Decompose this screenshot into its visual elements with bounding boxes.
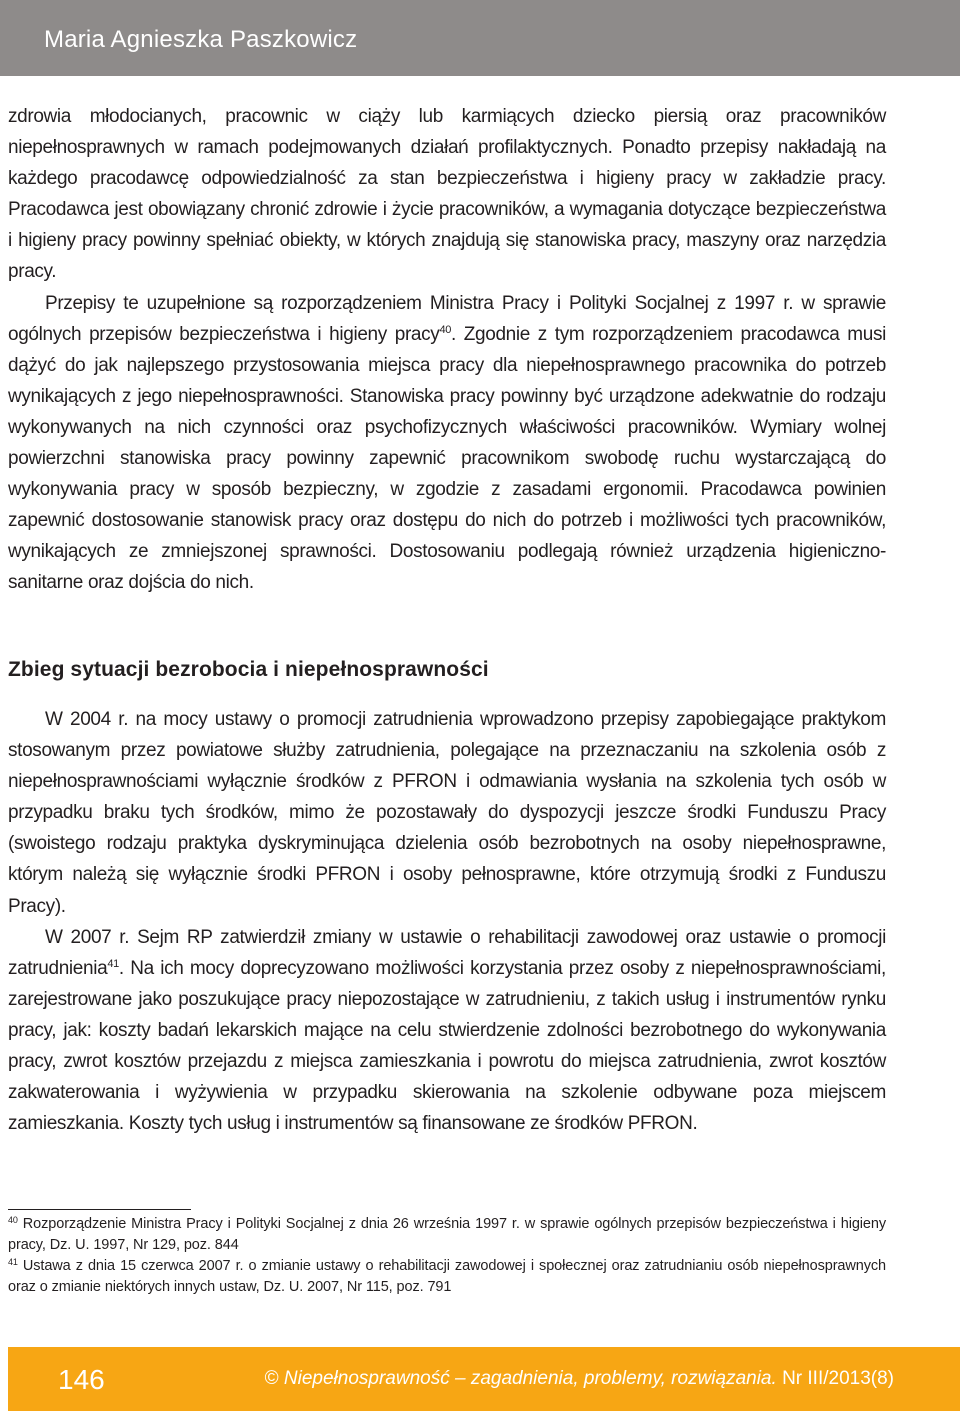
paragraph bbox=[8, 704, 886, 922]
section-1-text bbox=[8, 101, 886, 599]
section-2-text bbox=[8, 704, 886, 1139]
footnote-number: 41 bbox=[8, 1257, 18, 1267]
running-header-author: Maria Agnieszka Paszkowicz bbox=[44, 26, 358, 53]
paragraph bbox=[8, 288, 886, 599]
paragraph bbox=[8, 922, 886, 1140]
footnote-divider bbox=[8, 1209, 191, 1210]
paragraph bbox=[8, 101, 886, 288]
footnotes bbox=[8, 1214, 886, 1298]
paragraph-text: W 2004 r. na mocy ustawy o promocji zatrudnienia wprowadzono przepisy zapobiegające praktykom stosowanym przez powiatowe służby zatrudnienia, polegające na przeznaczaniu na szkolenia osób z niepełnosprawnościami wyłącznie środków z PFRON i odmawiania wysłania na szkolenia tych osób w przypadku braku tych środków, mimo że pozostawały do dyspozycji jeszcze środki Funduszu Pracy (swoistego rodzaju praktyka dyskryminująca dzielenia osób bezrobotnych na osoby niepełnosprawne, którym należą się wyłącznie środki PFRON i osoby pełnosprawne, które otrzymują środki z Funduszu Pracy). bbox=[8, 709, 886, 917]
page-footer bbox=[8, 1347, 960, 1411]
paragraph-text: Przepisy te uzupełnione są rozporządzeniem Ministra Pracy i Polityki Socjalnej z 1997 r. w sprawie ogólnych przepisów bezpieczeństwa i higieny pracy bbox=[8, 292, 886, 345]
footnote-41 bbox=[8, 1256, 886, 1298]
section-heading: Zbieg sytuacji bezrobocia i niepełnosprawności bbox=[8, 658, 489, 681]
footnote-number: 40 bbox=[8, 1215, 18, 1225]
footnote-ref-41[interactable]: 41 bbox=[107, 957, 119, 970]
paragraph-text: W 2007 r. Sejm RP zatwierdził zmiany w ustawie o rehabilitacji zawodowej oraz ustawie o promocji zatrudnienia bbox=[8, 926, 886, 979]
page-header bbox=[0, 0, 960, 76]
footnote-text: Rozporządzenie Ministra Pracy i Polityki Socjalnej z dnia 26 września 1997 r. w sprawie ogólnych przepisów bezpieczeństwa i higieny pracy, Dz. U. 1997, Nr 129, poz. 844 bbox=[8, 1216, 886, 1253]
paragraph-text: zdrowia młodocianych, pracownic w ciąży lub karmiących dziecko piersią oraz pracowników niepełnosprawnych w ramach podejmowanych działań profilaktycznych. Ponadto przepisy nakładają na każdego pracodawcę odpowiedzialność za stan bezpieczeństwa i higieny pracy w zakładzie pracy. Pracodawca jest obowiązany chronić zdrowie i życie pracowników, a wymagania dotyczące bezpieczeństwa i higieny pracy powinny spełniać obiekty, w których znajdują się stanowiska pracy, maszyny oraz narzędzia pracy. bbox=[8, 106, 886, 283]
copyright-icon: © bbox=[264, 1368, 279, 1389]
footnote-text: Ustawa z dnia 15 czerwca 2007 r. o zmianie ustawy o rehabilitacji zawodowej i społecznej oraz zatrudnianiu osób niepełnosprawnych oraz o zmianie niektórych innych ustaw, Dz. U. 2007, Nr 115, poz. 791 bbox=[8, 1258, 886, 1295]
journal-issue: Nr III/2013(8) bbox=[782, 1368, 894, 1389]
journal-citation bbox=[265, 1368, 894, 1390]
page-number: 146 bbox=[58, 1364, 105, 1395]
footnote-ref-40[interactable]: 40 bbox=[439, 323, 451, 336]
paragraph-text: . Na ich mocy doprecyzowano możliwości korzystania przez osoby z niepełnosprawnościami, zarejestrowane jako poszukujące pracy niepozostające w zatrudnieniu, z takich usług i instrumentów rynku pracy, jak: koszty badań lekarskich mające na celu stwierdzenie zdolności bezrobotnego do wykonywania pracy, zwrot kosztów przejazdu z miejsca zamieszkania i powrotu do miejsca zatrudnienia, zwrot kosztów zakwaterowania i wyżywienia w przypadku skierowania na szkolenie odbywane poza miejscem zamieszkania. Koszty tych usług i instrumentów są finansowane ze środków PFRON. bbox=[8, 957, 886, 1135]
journal-title: Niepełnosprawność – zagadnienia, problemy, rozwiązania. bbox=[283, 1368, 777, 1389]
footnote-40 bbox=[8, 1214, 886, 1256]
paragraph-text: . Zgodnie z tym rozporządzeniem pracodawca musi dążyć do jak najlepszego przystosowania miejsca pracy dla niepełnosprawnego pracownika do potrzeb wynikających z jego niepełnosprawności. Stanowiska pracy powinny być urządzone adekwatnie do rodzaju wykonywanych na nich czynności oraz psychofizycznych właściwości pracowników. Wymiary wolnej powierzchni stanowiska pracy powinny zapewnić pracownikom swobodę ruchu wystarczającą do wykonywania pracy w sposób bezpieczny, w zgodzie z zasadami ergonomii. Pracodawca powinien zapewnić dostosowanie stanowisk pracy oraz dostępu do nich do potrzeb i możliwości tych pracowników, wynikających ze zmniejszonej sprawności. Dostosowaniu podlegają również urządzenia higieniczno-sanitarne oraz dojścia do nich. bbox=[8, 323, 887, 594]
